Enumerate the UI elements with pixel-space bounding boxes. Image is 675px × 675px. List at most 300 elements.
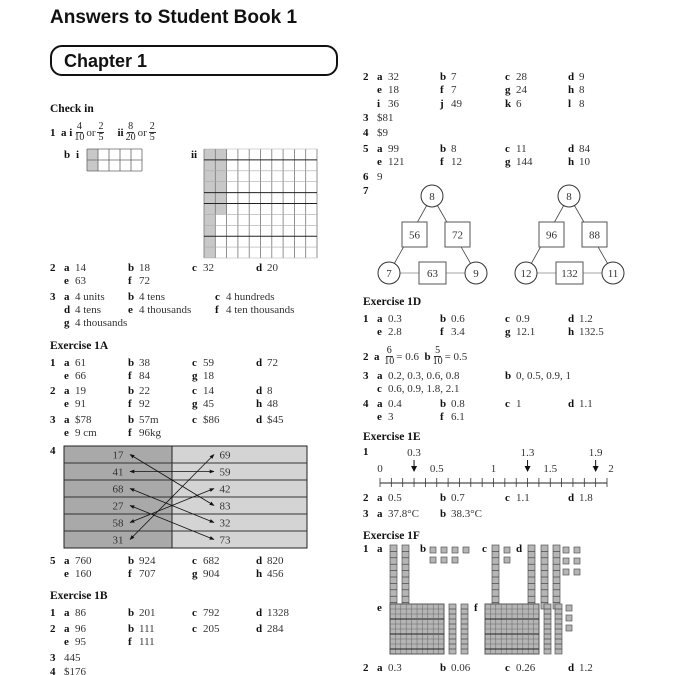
answer-value: 48 (267, 398, 278, 410)
answer-value: 96 (75, 623, 86, 635)
part-label: h (256, 398, 263, 410)
part-label: b (440, 71, 447, 83)
answer-value: 12 (451, 156, 462, 168)
unit-cube (563, 569, 569, 575)
answer-value: 20 (267, 262, 278, 274)
exercise-1e-heading: Exercise 1E (363, 431, 421, 443)
numerator: 8 (128, 121, 134, 132)
answer-value: $86 (203, 414, 220, 426)
part-label: c (482, 543, 487, 555)
part-label: c (192, 262, 197, 274)
question-number: 4 (363, 398, 369, 410)
part-label: h (256, 568, 263, 580)
or-text: or (137, 126, 147, 139)
part-label: b (128, 414, 135, 426)
answer-value: 96kg (139, 427, 161, 439)
part-label: a (64, 414, 70, 426)
part-label: b (440, 313, 447, 325)
part-label: h (568, 326, 575, 338)
node-value: 7 (386, 268, 392, 280)
answer-value: 18 (388, 84, 399, 96)
unit-cube (566, 615, 572, 621)
question-number: 4 (363, 127, 369, 139)
part-label: e (377, 411, 382, 423)
numerator: 4 (76, 121, 82, 132)
arrow-head (525, 466, 531, 472)
unit-cube (574, 569, 580, 575)
question-number: 2 (50, 623, 56, 635)
answer-value: 91 (75, 398, 86, 410)
part-label: d (568, 492, 575, 504)
part-label: f (440, 411, 444, 423)
part-label: g (192, 370, 198, 382)
part-label: g (192, 398, 198, 410)
answer-value: 61 (75, 357, 86, 369)
left-number: 58 (112, 517, 124, 530)
unit-cube (566, 605, 572, 611)
question-number: 1 (50, 126, 56, 139)
answer-value: 1328 (267, 607, 289, 619)
question-number: 3 (50, 414, 56, 426)
answer-value: 0.2, 0.3, 0.6, 0.8 (388, 370, 460, 382)
denominator: 5 (149, 132, 155, 143)
question-number: 5 (50, 555, 56, 567)
unit-cube (452, 557, 458, 563)
question-number: 2 (363, 350, 369, 363)
answer-value: 111 (139, 636, 155, 648)
answer-value: 0.06 (451, 662, 471, 674)
question-number: 1 (363, 446, 369, 458)
unit-cube (430, 557, 436, 563)
answer-value: 4 tens (139, 291, 165, 303)
node-value: 9 (473, 268, 479, 280)
answer-value: 11 (516, 143, 527, 155)
part-label: d (256, 623, 263, 635)
left-number: 68 (112, 483, 124, 496)
answer-value: 14 (75, 262, 86, 274)
part-label: b (128, 555, 135, 567)
subpart-label: ii (117, 126, 124, 139)
part-label: a (377, 662, 383, 674)
answer-value: 160 (75, 568, 92, 580)
part-label: b (424, 350, 431, 363)
part-label: b (128, 291, 135, 303)
part-label: c (505, 492, 510, 504)
part-label: h (568, 156, 575, 168)
answer-value: 1.8 (579, 492, 593, 504)
answer-value: 0.6 (451, 313, 465, 325)
answer-value: = 0.6 (396, 350, 419, 363)
answer-value: $176 (64, 666, 86, 675)
part-label: f (215, 304, 219, 316)
node-value: 11 (607, 268, 619, 280)
answer-value: 121 (388, 156, 405, 168)
answer-value: 8 (579, 84, 585, 96)
answer-value: 45 (203, 398, 214, 410)
answer-value: 0.7 (451, 492, 465, 504)
answer-value: 0.8 (451, 398, 465, 410)
part-label: f (128, 398, 132, 410)
node-value: 8 (429, 191, 435, 203)
chapter-title: Chapter 1 (64, 51, 148, 71)
right-number: 32 (219, 517, 231, 530)
answer-value: 445 (64, 652, 81, 664)
answer-value: 904 (203, 568, 220, 580)
part-label: a (64, 607, 70, 619)
answer-value: 3 (388, 411, 394, 423)
part-label: b (420, 543, 427, 555)
answer-value: 32 (388, 71, 399, 83)
part-label: c (215, 291, 220, 303)
part-label: e (64, 398, 69, 410)
denominator: 20 (125, 132, 136, 143)
arrow-label: 1.9 (588, 447, 603, 459)
page-title: Answers to Student Book 1 (50, 7, 298, 28)
part-label: a (64, 385, 70, 397)
answer-value: 36 (388, 98, 399, 110)
part-label: c (505, 71, 510, 83)
answer-value: 792 (203, 607, 220, 619)
answer-value: 57m (139, 414, 159, 426)
part-label: e (377, 602, 382, 614)
part-label: e (64, 427, 69, 439)
unit-cube (566, 625, 572, 631)
part-label: d (256, 262, 263, 274)
part-label: b (440, 398, 447, 410)
part-label: c (505, 398, 510, 410)
arrow-head (411, 466, 417, 472)
exercise-1f-heading: Exercise 1F (363, 530, 420, 542)
box-value: 96 (546, 229, 557, 242)
part-label: k (505, 98, 512, 110)
numerator: 5 (435, 345, 441, 356)
question-number: 3 (363, 112, 369, 124)
answer-value: 205 (203, 623, 220, 635)
answer-value: 18 (139, 262, 150, 274)
question-number: 4 (50, 666, 56, 675)
question-number: 2 (50, 385, 56, 397)
part-label: d (568, 71, 575, 83)
part-label: a (377, 398, 383, 410)
answer-value: 38 (139, 357, 150, 369)
part-label: d (256, 555, 263, 567)
answer-value: 201 (139, 607, 156, 619)
answer-value: 0.9 (516, 313, 530, 325)
part-label: g (505, 156, 511, 168)
axis-label: 1.5 (543, 463, 558, 475)
answer-value: 12.1 (516, 326, 536, 338)
right-number: 59 (219, 466, 231, 479)
part-label: d (568, 662, 575, 674)
part-label: f (474, 602, 478, 614)
part-label: a (377, 71, 383, 83)
question-number: 7 (363, 185, 369, 197)
answer-value: 3.4 (451, 326, 465, 338)
part-label: g (192, 568, 198, 580)
part-label: f (128, 636, 132, 648)
question-number: 2 (363, 71, 369, 83)
part-label: e (64, 275, 69, 287)
answer-value: 22 (139, 385, 150, 397)
right-number: 42 (219, 483, 231, 496)
box-value: 88 (589, 229, 600, 242)
answer-value: 24 (516, 84, 527, 96)
unit-cube (574, 547, 580, 553)
part-label: a (377, 508, 383, 520)
part-label: i (377, 98, 381, 110)
part-label: d (568, 143, 575, 155)
answer-value: 0.6, 0.9, 1.8, 2.1 (388, 383, 460, 395)
question-number: 4 (50, 445, 56, 457)
denominator: 10 (74, 132, 85, 143)
answer-value: 72 (267, 357, 278, 369)
part-label: b (505, 370, 512, 382)
denominator: 10 (432, 356, 443, 367)
answer-value: 7 (451, 84, 457, 96)
answer-value: 66 (75, 370, 86, 382)
unit-cube (452, 547, 458, 553)
part-label: f (128, 275, 132, 287)
question-number: 2 (363, 492, 369, 504)
answer-value: 7 (451, 71, 457, 83)
answer-value: 4 tens (75, 304, 101, 316)
exercise-1d-heading: Exercise 1D (363, 296, 422, 308)
answer-value: 4 units (75, 291, 105, 303)
part-label: g (64, 317, 70, 329)
part-label: h (568, 84, 575, 96)
part-label: a (64, 555, 70, 567)
part-label: a (377, 543, 383, 555)
answer-value: 84 (579, 143, 590, 155)
unit-cube (441, 557, 447, 563)
box-value: 72 (452, 229, 463, 242)
part-label: a (64, 623, 70, 635)
answer-value: 924 (139, 555, 156, 567)
answer-value: 99 (388, 143, 399, 155)
unit-cube (463, 547, 469, 553)
unit-cube (504, 557, 510, 563)
part-label: d (568, 313, 575, 325)
right-number: 83 (219, 500, 231, 513)
answer-value: 72 (139, 275, 150, 287)
part-label: a (377, 492, 383, 504)
question-number: 1 (363, 543, 369, 555)
answer-value: 10 (579, 156, 590, 168)
part-label: d (64, 304, 71, 316)
unit-cube (430, 547, 436, 553)
part-label: b (128, 262, 135, 274)
denominator: 5 (98, 132, 104, 143)
part-label: f (440, 84, 444, 96)
answer-value: 86 (75, 607, 86, 619)
answer-value: 8 (267, 385, 273, 397)
answer-value: 132.5 (579, 326, 604, 338)
part-label: b (440, 662, 447, 674)
answer-value: 4 hundreds (226, 291, 275, 303)
part-label: c (192, 623, 197, 635)
answer-value: 8 (451, 143, 457, 155)
answer-value: 0, 0.5, 0.9, 1 (516, 370, 571, 382)
part-label: b (440, 492, 447, 504)
part-label: c (505, 313, 510, 325)
axis-label: 0.5 (429, 463, 444, 475)
answer-value: 284 (267, 623, 284, 635)
answer-value: 0.26 (516, 662, 536, 674)
answer-value: 0.3 (388, 313, 402, 325)
answer-value: 4 thousands (75, 317, 128, 329)
part-label: e (377, 326, 382, 338)
answer-value: 2.8 (388, 326, 402, 338)
left-number: 31 (112, 534, 124, 547)
part-label: f (440, 156, 444, 168)
answer-value: 0.4 (388, 398, 402, 410)
answer-value: 37.8°C (388, 508, 419, 520)
answer-value: 820 (267, 555, 284, 567)
exercise-1a-heading: Exercise 1A (50, 340, 109, 352)
answer-value: $9 (377, 127, 388, 139)
question-number: 5 (363, 143, 369, 155)
answer-value: 9 cm (75, 427, 97, 439)
answer-value: 19 (75, 385, 86, 397)
check-in-heading: Check in (50, 103, 94, 115)
box-value: 56 (409, 229, 420, 242)
answer-value: 0.3 (388, 662, 402, 674)
answer-value: 38.3°C (451, 508, 482, 520)
answer-value: 59 (203, 357, 214, 369)
part-label: a (64, 357, 70, 369)
answer-value: $81 (377, 112, 394, 124)
arrow-label: 1.3 (520, 447, 535, 459)
part-label: b (128, 623, 135, 635)
axis-label: 1 (490, 463, 497, 475)
answer-value: 28 (516, 71, 527, 83)
subpart-label: i (76, 149, 80, 161)
part-label: e (64, 636, 69, 648)
subpart-label: i (69, 126, 73, 139)
box-value: 132 (561, 268, 578, 280)
numerator: 2 (149, 121, 155, 132)
answer-value: 1.2 (579, 313, 593, 325)
part-label: a (64, 262, 70, 274)
answer-value: = 0.5 (444, 350, 468, 363)
answer-value: 1.1 (516, 492, 530, 504)
answer-value: 49 (451, 98, 462, 110)
part-label: c (505, 143, 510, 155)
or-text: or (86, 126, 96, 139)
left-number: 17 (112, 449, 124, 462)
question-number: 3 (363, 370, 369, 382)
unit-cube (563, 558, 569, 564)
answer-value: 456 (267, 568, 284, 580)
part-label: a (377, 143, 383, 155)
answer-value: 1 (516, 398, 522, 410)
part-label: j (440, 98, 444, 110)
part-label: f (128, 568, 132, 580)
part-label: d (516, 543, 523, 555)
node-value: 8 (566, 191, 572, 203)
answer-value: 63 (75, 275, 86, 287)
question-number: 3 (50, 291, 56, 303)
box-value: 63 (427, 268, 438, 280)
question-number: 3 (363, 508, 369, 520)
part-label: d (568, 398, 575, 410)
answer-value: 92 (139, 398, 150, 410)
answer-value: 84 (139, 370, 150, 382)
part-label: e (377, 156, 382, 168)
part-label: d (256, 385, 263, 397)
arrow-head (593, 466, 599, 472)
part-label: g (505, 326, 511, 338)
answer-value: 18 (203, 370, 214, 382)
left-number: 41 (112, 466, 124, 479)
part-label: e (128, 304, 133, 316)
answer-value: 9 (579, 71, 585, 83)
part-label: b (440, 143, 447, 155)
part-label: a (64, 291, 70, 303)
part-label: d (256, 414, 263, 426)
left-number: 27 (112, 500, 124, 513)
answer-value: 8 (579, 98, 585, 110)
answer-value: 32 (203, 262, 214, 274)
question-number: 3 (50, 652, 56, 664)
answer-value: 9 (377, 171, 383, 183)
part-label: a (374, 350, 380, 363)
axis-label: 2 (608, 463, 614, 475)
answer-value: 1.2 (579, 662, 593, 674)
answer-value: 760 (75, 555, 92, 567)
question-number: 1 (50, 357, 56, 369)
answer-value: 6 (516, 98, 522, 110)
part-label: c (192, 385, 197, 397)
part-label: e (377, 84, 382, 96)
part-label: a (61, 126, 67, 139)
part-label: c (192, 414, 197, 426)
numerator: 2 (98, 121, 104, 132)
part-label: c (192, 607, 197, 619)
part-label: a (377, 313, 383, 325)
part-label: d (256, 357, 263, 369)
question-number: 6 (363, 171, 369, 183)
part-label: b (440, 508, 447, 520)
part-label: d (256, 607, 263, 619)
part-label: b (128, 607, 135, 619)
answer-value: $45 (267, 414, 284, 426)
unit-cube (574, 558, 580, 564)
arrow-label: 0.3 (407, 447, 421, 459)
answer-value: 707 (139, 568, 156, 580)
part-label: b (64, 149, 71, 161)
subpart-label: ii (191, 149, 198, 161)
part-label: f (128, 370, 132, 382)
unit-cube (563, 547, 569, 553)
part-label: b (128, 385, 135, 397)
numerator: 6 (386, 345, 392, 356)
part-label: e (64, 568, 69, 580)
question-number: 1 (50, 607, 56, 619)
part-label: c (377, 383, 382, 395)
part-label: b (128, 357, 135, 369)
unit-cube (504, 547, 510, 553)
part-label: c (192, 555, 197, 567)
answer-value: 111 (139, 623, 155, 635)
answer-value: 0.5 (388, 492, 402, 504)
answer-value: $78 (75, 414, 92, 426)
part-label: a (377, 370, 383, 382)
axis-label: 0 (377, 463, 383, 475)
part-label: f (440, 326, 444, 338)
denominator: 10 (384, 356, 395, 367)
answer-value: 1.1 (579, 398, 593, 410)
